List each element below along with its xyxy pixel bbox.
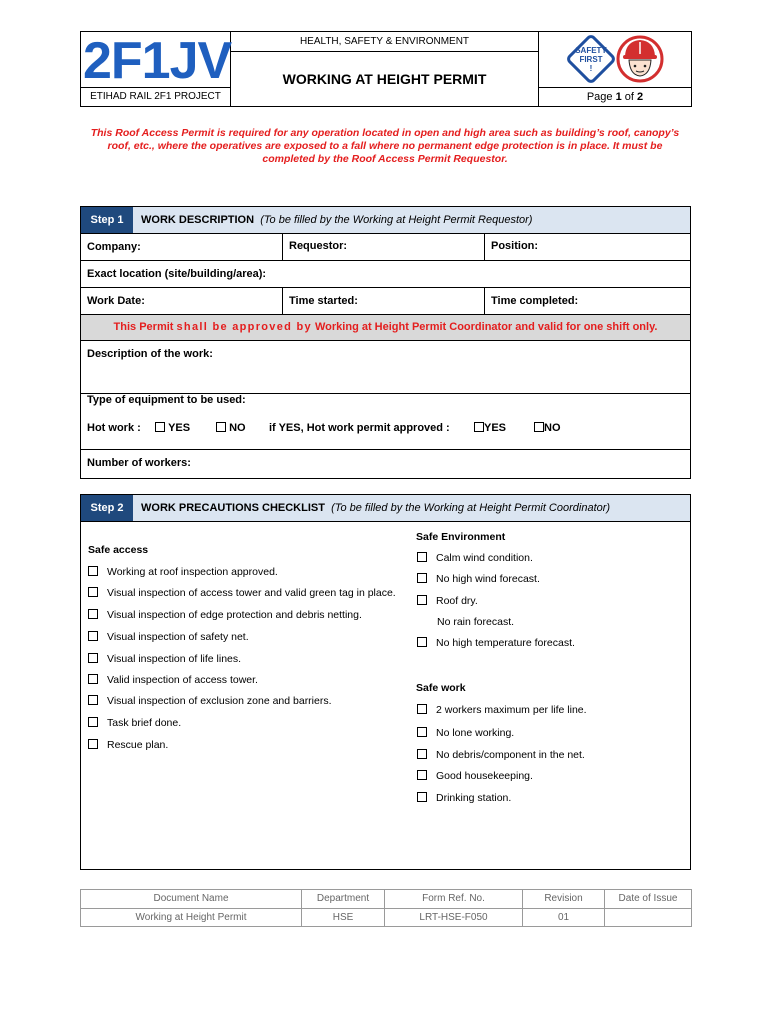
checkbox[interactable] (216, 422, 226, 432)
checkbox[interactable] (417, 749, 427, 759)
footer-form-ref: LRT-HSE-F050 (385, 908, 523, 926)
checkbox[interactable] (155, 422, 165, 432)
checkbox[interactable] (417, 727, 427, 737)
step2-title: WORK PRECAUTIONS CHECKLIST (To be filled by the Working at Height Permit Coordinator) (141, 502, 611, 514)
checkbox[interactable] (88, 566, 98, 576)
hot-work-no[interactable]: NO (216, 422, 246, 434)
checklist-item[interactable]: Working at roof inspection approved. (88, 566, 278, 578)
checklist-item[interactable]: Rescue plan. (88, 739, 168, 751)
checklist-item-no-box: No rain forecast. (437, 616, 515, 628)
checklist-item[interactable]: Visual inspection of exclusion zone and barriers. (88, 695, 332, 707)
footer-department: HSE (302, 908, 385, 926)
step1-title: WORK DESCRIPTION (To be filled by the Working at Height Permit Requestor) (141, 214, 533, 226)
checkbox[interactable] (417, 704, 427, 714)
checkbox[interactable] (88, 587, 98, 597)
step1-header (81, 207, 690, 234)
checkbox[interactable] (88, 695, 98, 705)
checkbox[interactable] (88, 653, 98, 663)
company-field[interactable]: Company: (87, 241, 141, 253)
footer-header-department: Department (302, 890, 385, 908)
badge-line-1: SAFETY (575, 46, 607, 55)
footer-header-form-ref: Form Ref. No. (385, 890, 523, 908)
step1-tag: Step 1 (81, 207, 133, 233)
checklist-item[interactable]: 2 workers maximum per life line. (417, 704, 587, 716)
roof-access-notice: This Roof Access Permit is required for any operation located in open and high area such as building’s roof, canopy’s roof, etc., where the operatives are exposed to a fall where no permanent edge protection is in place. It must be completed by the Roof Access Permit Requestor. (90, 127, 680, 165)
footer-header-date-of-issue: Date of Issue (618, 893, 678, 904)
footer-date-of-issue (605, 908, 691, 926)
time-completed-field[interactable]: Time completed: (484, 288, 690, 314)
document-title: WORKING AT HEIGHT PERMIT (282, 71, 487, 87)
checklist-item[interactable]: No high wind forecast. (417, 573, 540, 585)
checkbox[interactable] (417, 637, 427, 647)
footer-revision: 01 (523, 908, 605, 926)
hot-permit-label: if YES, Hot work permit approved : (269, 422, 450, 434)
checkbox[interactable] (88, 739, 98, 749)
step2-section (80, 494, 691, 870)
checkbox[interactable] (417, 770, 427, 780)
location-row (81, 261, 690, 288)
workers-row (81, 450, 690, 478)
checkbox[interactable] (417, 552, 427, 562)
page-number: Page 1 of 2 (538, 87, 691, 106)
logo-cell (81, 32, 232, 90)
checklist-item[interactable]: No high temperature forecast. (417, 637, 575, 649)
checklist-item[interactable]: Calm wind condition. (417, 552, 533, 564)
hot-permit-no[interactable]: NO (534, 422, 561, 434)
equipment-label[interactable]: Type of equipment to be used: (87, 394, 246, 406)
checkbox[interactable] (417, 573, 427, 583)
workers-field[interactable]: Number of workers: (87, 457, 191, 469)
step2-tag: Step 2 (81, 495, 133, 521)
checkbox[interactable] (88, 609, 98, 619)
checkbox[interactable] (474, 422, 484, 432)
document-footer-table (80, 889, 692, 927)
checkbox[interactable] (534, 422, 544, 432)
hot-work-label: Hot work : (87, 422, 141, 434)
approval-banner: This Permit shall be approved by Working at Height Permit Coordinator and valid for one shift only. (81, 315, 690, 341)
requestor-field[interactable]: Requestor: (282, 234, 484, 260)
time-started-field[interactable]: Time started: (282, 288, 484, 314)
description-row (81, 341, 690, 394)
footer-document-name: Working at Height Permit (81, 908, 302, 926)
equipment-row (81, 394, 690, 450)
footer-header-document-name: Document Name (81, 890, 302, 908)
badge-line-3: ! (589, 64, 593, 73)
checklist-item[interactable]: Task brief done. (88, 717, 181, 729)
step2-header (81, 495, 690, 522)
safe-work-title: Safe work (416, 682, 466, 694)
safety-first-icon (539, 32, 690, 86)
checklist-item[interactable]: Visual inspection of edge protection and debris netting. (88, 609, 362, 621)
hot-permit-yes[interactable]: YES (474, 422, 506, 434)
company-row (81, 234, 690, 261)
work-date-field[interactable]: Work Date: (87, 295, 145, 307)
safe-access-title: Safe access (88, 544, 149, 556)
date-row (81, 288, 690, 315)
checklist-item[interactable]: Visual inspection of safety net. (88, 631, 249, 643)
position-field[interactable]: Position: (484, 234, 690, 260)
company-logo: 2F1JV (83, 32, 232, 90)
footer-header-revision: Revision (523, 890, 605, 908)
checkbox[interactable] (88, 717, 98, 727)
checklist-item[interactable]: No debris/component in the net. (417, 749, 585, 761)
badge-line-2: FIRST (579, 55, 603, 64)
step1-section (80, 206, 691, 479)
checklist-item[interactable]: Valid inspection of access tower. (88, 674, 258, 686)
header-table (80, 31, 692, 107)
checklist-item[interactable]: Good housekeeping. (417, 770, 533, 782)
safe-environment-title: Safe Environment (416, 531, 506, 543)
description-field[interactable]: Description of the work: (87, 348, 213, 360)
checkbox[interactable] (417, 595, 427, 605)
project-name: ETIHAD RAIL 2F1 PROJECT (81, 87, 231, 106)
checkbox[interactable] (417, 792, 427, 802)
location-field[interactable]: Exact location (site/building/area): (87, 268, 267, 280)
checklist-item[interactable]: Drinking station. (417, 792, 511, 804)
checkbox[interactable] (88, 674, 98, 684)
checklist-item[interactable]: Roof dry. (417, 595, 478, 607)
department-name: HEALTH, SAFETY & ENVIRONMENT (231, 32, 538, 52)
safety-first-badge (538, 32, 691, 87)
hot-work-yes[interactable]: YES (155, 422, 190, 434)
checklist-item[interactable]: Visual inspection of life lines. (88, 653, 241, 665)
checklist-item[interactable]: Visual inspection of access tower and valid green tag in place. (88, 587, 396, 599)
checkbox[interactable] (88, 631, 98, 641)
checklist-item[interactable]: No lone working. (417, 727, 514, 739)
worker-helmet-icon (618, 37, 662, 81)
